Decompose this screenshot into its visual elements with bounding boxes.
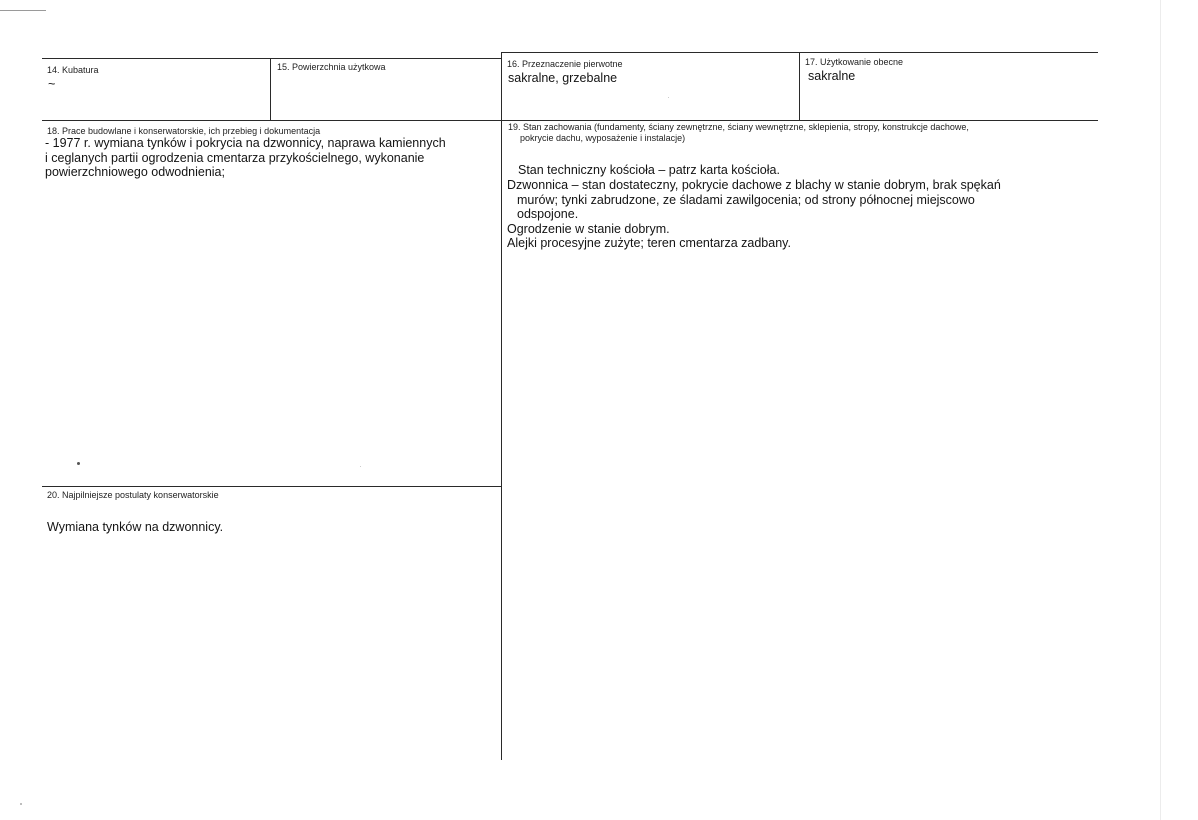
col-divider-14-15 (270, 58, 271, 120)
field-14-label: 14. Kubatura (47, 65, 99, 75)
scan-speck (668, 97, 669, 98)
field-17-label: 17. Użytkowanie obecne (805, 57, 904, 67)
field-19-line: Alejki procesyjne zużyte; teren cmentarza zadbany. (507, 236, 791, 251)
field-19-intro: Stan techniczny kościoła – patrz karta kościoła. (518, 163, 780, 177)
field-19-line: murów; tynki zabrudzone, ze śladami zawilgocenia; od strony północnej miejscowo (517, 192, 975, 207)
scan-speck (360, 466, 361, 467)
field-16-value: sakralne, grzebalne (508, 71, 618, 85)
field-18-line: powierzchniowego odwodnienia; (45, 165, 225, 180)
scan-edge-mark (0, 10, 46, 11)
field-19-line: Ogrodzenie w stanie dobrym. (507, 221, 670, 236)
field-19-content (507, 178, 1001, 251)
field-18-content (45, 136, 446, 180)
scan-right-edge (1160, 0, 1161, 820)
scan-speck (77, 462, 80, 465)
field-19-label: 19. Stan zachowania (fundamenty, ściany zewnętrzne, ściany wewnętrzne, sklepienia, stropy, konstrukcje dachowe, (508, 122, 969, 132)
scan-speck (20, 803, 22, 805)
field-20-label: 20. Najpilniejsze postulaty konserwatorskie (47, 490, 219, 500)
field-18-line: i ceglanych partii ogrodzenia cmentarza przykościelnego, wykonanie (45, 150, 425, 165)
field-19-line: Dzwonnica – stan dostateczny, pokrycie dachowe z blachy w stanie dobrym, brak spękań (507, 178, 1001, 192)
field-19-line: odspojone. (517, 207, 579, 222)
top-rule-left (42, 58, 501, 59)
section-20-divider (42, 486, 501, 487)
field-15-label: 15. Powierzchnia użytkowa (277, 62, 386, 72)
field-18-label: 18. Prace budowlane i konserwatorskie, ich przebieg i dokumentacja (47, 126, 321, 136)
field-14-value: ~ (48, 77, 56, 91)
row-divider (42, 120, 1098, 121)
field-19-label-cont: pokrycie dachu, wyposażenie i instalacje) (520, 133, 686, 143)
field-20-value: Wymiana tynków na dzwonnicy. (47, 520, 224, 534)
field-16-label: 16. Przeznaczenie pierwotne (507, 59, 623, 69)
field-18-line: - 1977 r. wymiana tynków i pokrycia na dzwonnicy, naprawa kamiennych (45, 136, 446, 150)
col-divider-16-17 (799, 52, 800, 120)
col-divider-center (501, 52, 502, 760)
field-17-value: sakralne (808, 69, 856, 83)
